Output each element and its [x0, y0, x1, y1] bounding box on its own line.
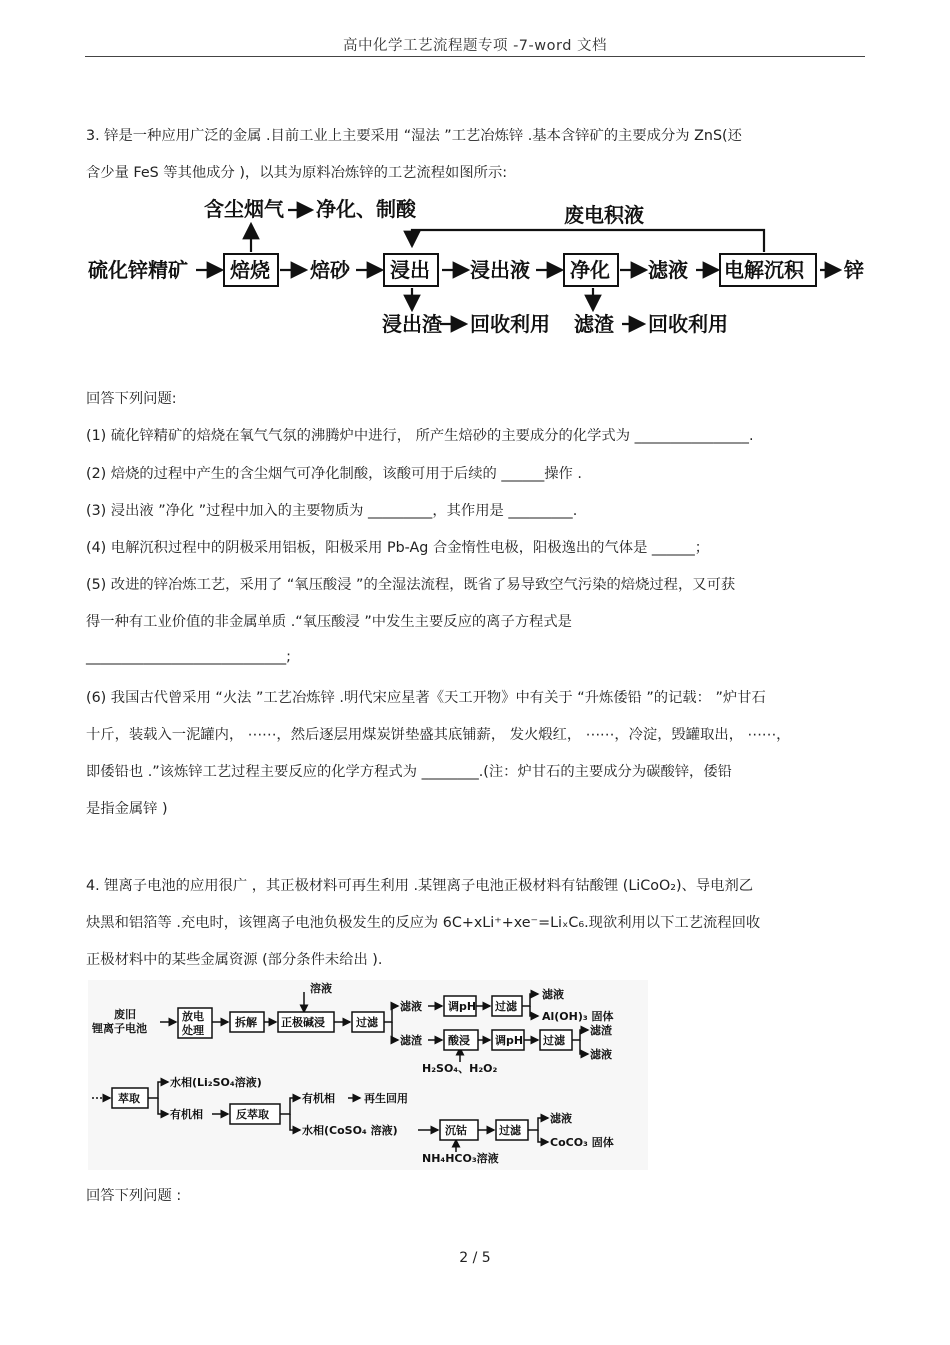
q3-item-5-cont: 得一种有工业价值的非金属单质 .“氧压酸浸 ”中发生主要反应的离子方程式是	[86, 614, 572, 630]
n2-discharge-2: 处理	[182, 1024, 204, 1037]
node-leach-residue: 浸出渣	[382, 312, 442, 336]
n2-organic-phase2: 有机相	[302, 1092, 335, 1105]
n2-aloh: Al(OH)₃ 固体	[542, 1010, 614, 1023]
n2-solution: 溶液	[310, 982, 332, 995]
header-rule	[85, 56, 865, 57]
q3-item-5: (5) 改进的锌冶炼工艺，采用了 “氧压酸浸 ”的全湿法流程，既省了易导致空气污染的焙烧过程，又可获	[86, 577, 736, 593]
q3-item-6-cont-2: 即倭铅也 .”该炼锌工艺过程主要反应的化学方程式为 ________.(注：炉甘石的主要成分为碳酸锌，倭铅	[86, 764, 732, 780]
n2-dismantle: 拆解	[235, 1016, 257, 1029]
q3-item-6-cont-3: 是指金属锌 )	[86, 801, 168, 817]
q4-line-3: 正极材料中的某些金属资源 (部分条件未给出 ).	[86, 952, 383, 968]
n2-filter2: 过滤	[495, 1000, 517, 1013]
node-calcine: 焙砂	[310, 258, 350, 282]
node-filter-reuse: 回收利用	[648, 312, 728, 336]
q3-line-1: 3. 锌是一种应用广泛的金属 .目前工业上主要采用 “湿法 ”工艺冶炼锌 .基本含锌矿的主要成分为 ZnS(还	[86, 128, 742, 144]
node-roast: 焙烧	[230, 258, 270, 282]
n2-acid: 酸浸	[448, 1034, 470, 1047]
n2-filtrate2: 滤液	[542, 988, 564, 1001]
n2-alkali: 正极碱浸	[281, 1016, 325, 1029]
n2-precipitate: 沉钴	[445, 1124, 467, 1137]
n2-ph1: 调pH	[448, 1000, 477, 1013]
n2-back-extract: 反萃取	[236, 1108, 269, 1121]
node-dust-gas: 含尘烟气	[204, 197, 284, 221]
node-waste-liquid: 废电积液	[564, 203, 644, 227]
zinc-process-flowchart	[88, 188, 868, 343]
n2-filter4: 过滤	[499, 1124, 521, 1137]
n2-coco3: CoCO₃ 固体	[550, 1136, 614, 1149]
n2-organic-phase: 有机相	[170, 1108, 203, 1121]
node-zinc: 锌	[844, 258, 864, 282]
node-filtrate: 滤液	[648, 258, 688, 282]
q3-item-3: (3) 浸出液 ”净化 ”过程中加入的主要物质为 _________，其作用是 _________.	[86, 503, 578, 519]
n2-start-1: 废旧	[114, 1008, 136, 1021]
q4-answer-intro: 回答下列问题 :	[86, 1188, 182, 1204]
node-residue-reuse: 回收利用	[470, 312, 550, 336]
n2-residue1: 滤渣	[400, 1034, 422, 1047]
n2-acid-reagent: H₂SO₄、H₂O₂	[422, 1062, 498, 1075]
n2-filter3: 过滤	[543, 1034, 565, 1047]
q4-line-2: 炔黑和铝箔等 .充电时，该锂离子电池负极发生的反应为 6C+xLi⁺+xe⁻=LiₓC₆.现欲利用以下工艺流程回收	[86, 915, 761, 931]
n2-filtrate3: 滤液	[590, 1048, 612, 1061]
n2-filtrate4: 滤液	[550, 1112, 572, 1125]
n2-nh4: NH₄HCO₃溶液	[422, 1152, 499, 1165]
q3-line-2: 含少量 FeS 等其他成分 )，以其为原料冶炼锌的工艺流程如图所示:	[86, 165, 508, 181]
q3-item-2: (2) 焙烧的过程中产生的含尘烟气可净化制酸，该酸可用于后续的 ______操作 .	[86, 466, 582, 482]
q3-item-1: (1) 硫化锌精矿的焙烧在氧气气氛的沸腾炉中进行， 所产生焙砂的主要成分的化学式为 ________________.	[86, 428, 754, 444]
n2-filtrate1: 滤液	[400, 1000, 422, 1013]
n2-water-phase2: 水相(CoSO₄ 溶液)	[302, 1124, 398, 1137]
cobalt-recovery-flowchart	[88, 980, 648, 1170]
q4-line-1: 4. 锂离子电池的应用很广 ，其正极材料可再生利用 .某锂离子电池正极材料有钴酸锂 (LiCoO₂)、导电剂乙	[86, 878, 754, 894]
page-header: 高中化学工艺流程题专项 -7-word 文档	[342, 38, 608, 54]
q3-answer-intro: 回答下列问题:	[86, 391, 177, 407]
q3-item-5-blank: ____________________________;	[86, 649, 291, 665]
page-number: 2 / 5	[459, 1250, 491, 1266]
q3-item-6-cont-1: 十斤，装载入一泥罐内， ⋯⋯，然后逐层用煤炭饼垫盛其底铺薪， 发火煅红， ⋯⋯，冷淀，毁罐取出， ⋯⋯，	[86, 727, 791, 743]
q3-item-6: (6) 我国古代曾采用 “火法 ”工艺冶炼锌 .明代宋应星著《天工开物》中有关于 “升炼倭铅 ”的记载： ”炉甘石	[86, 690, 766, 706]
node-electro: 电解沉积	[724, 258, 804, 282]
node-purify-acid: 净化、制酸	[316, 197, 416, 221]
n2-water-phase: 水相(Li₂SO₄溶液)	[170, 1076, 262, 1089]
n2-discharge-1: 放电	[182, 1010, 204, 1023]
n2-extract: 萃取	[118, 1092, 140, 1105]
node-leach: 浸出	[390, 258, 430, 282]
n2-ph2: 调pH	[495, 1034, 524, 1047]
node-filter-residue: 滤渣	[574, 312, 614, 336]
n2-residue2: 滤渣	[590, 1024, 612, 1037]
n2-start-2: 锂离子电池	[92, 1022, 147, 1035]
node-zinc-concentrate: 硫化锌精矿	[88, 258, 188, 282]
node-leachate: 浸出液	[470, 258, 530, 282]
n2-reuse: 再生回用	[364, 1092, 408, 1105]
q3-item-4: (4) 电解沉积过程中的阴极采用铝板，阳极采用 Pb-Ag 合金惰性电极，阳极逸出的气体是 ______；	[86, 540, 710, 556]
node-purify: 净化	[570, 258, 610, 282]
n2-filter1: 过滤	[356, 1016, 378, 1029]
